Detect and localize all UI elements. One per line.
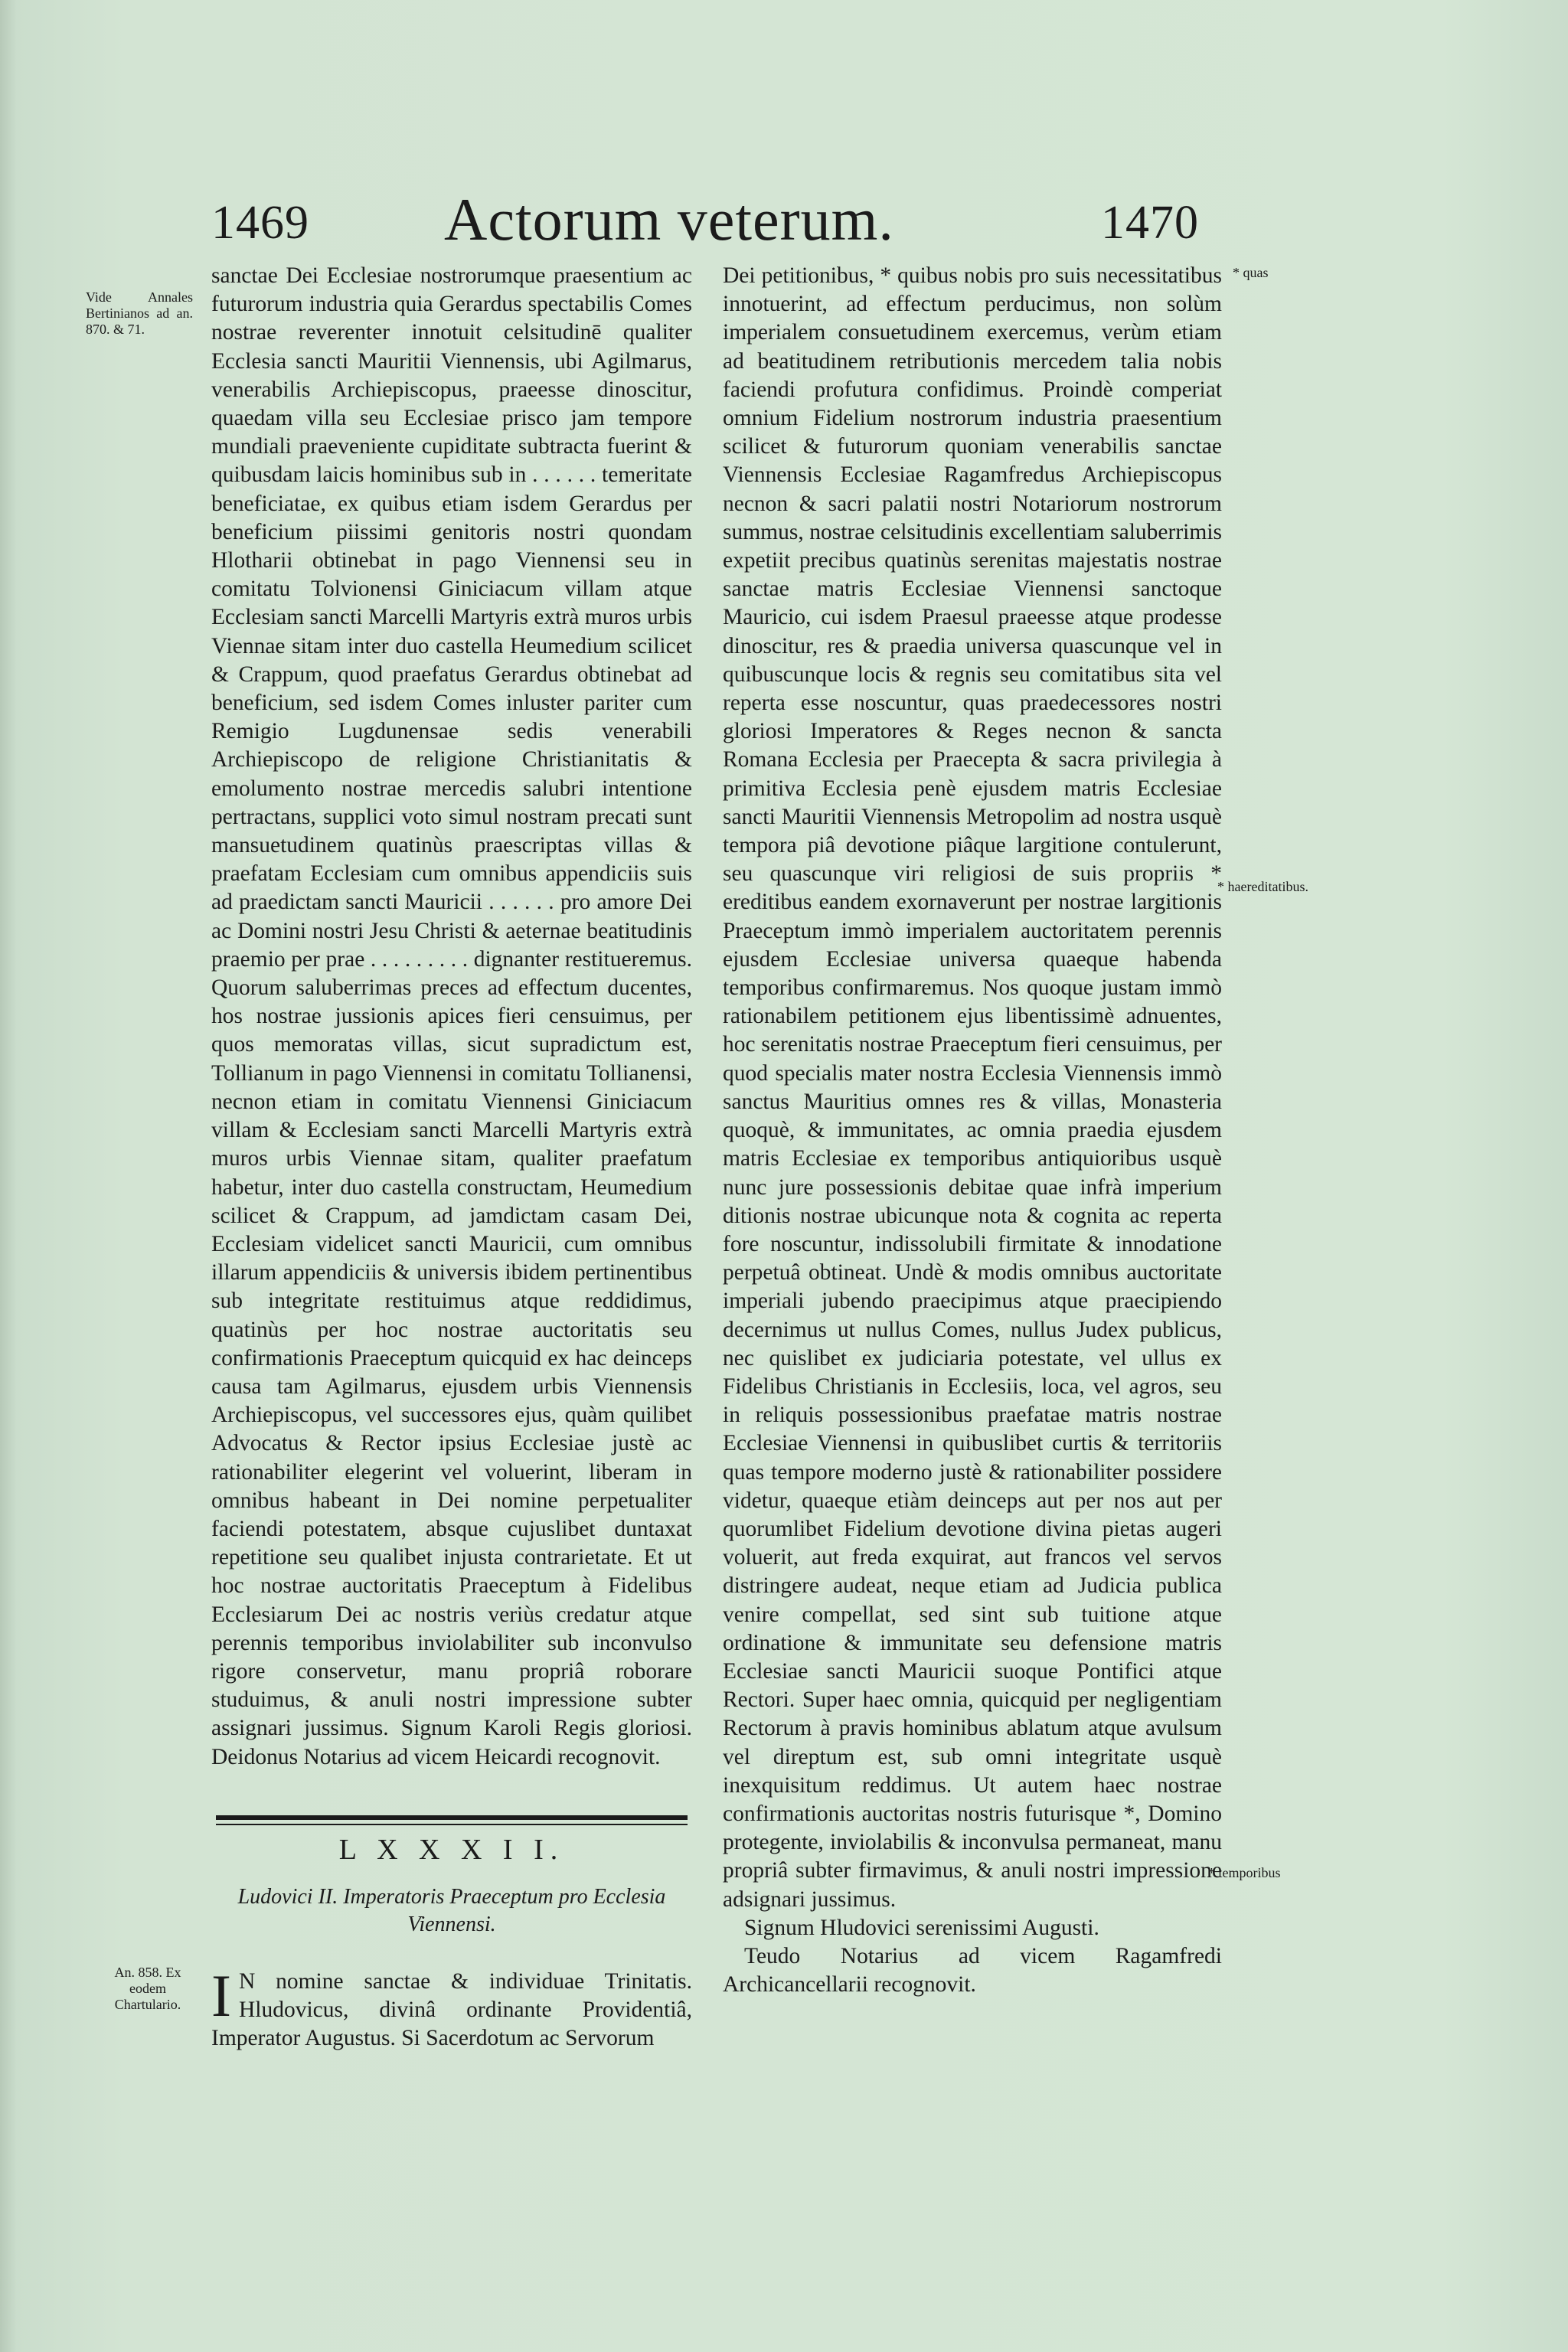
margin-note-quas: * quas [1233, 265, 1269, 280]
section-opening-text: N nomine sanctae & individuae Trinitatis. Hludovicus, divinâ ordinante Providentiâ, Imperator Augustus. Si Sacerdotum ac Servorum [211, 1969, 692, 2051]
left-page-number: 1469 [211, 197, 309, 249]
charter-body-karoli: sanctae Dei Ecclesiae nostrorumque praesentium ac futurorum industria quia Gerardus spectabilis Comes nostrae reverenter innotuit celsitudinē qualiter Ecclesia sancti Mauritii Viennensis, ubi Agilmarus, venerabilis Archiepiscopus, praeesse dinoscitur, quaedam villa seu Ecclesiae prisco jam tempore mundiali praeveniente cupiditate subtracta fuerint & quibusdam laicis hominibus sub in . . . . . . temeritate beneficiatae, ex quibus etiam isdem Gerardus per beneficium piissimi genitoris nostri quondam Hlotharii obtinebat in pago Viennensi seu in comitatu Tolvionensi Giniciacum villam atque Ecclesiam sancti Marcelli Martyris extrà muros urbis Viennae sitam inter duo castella Heumedium scilicet & Crappum, quod praefatus Gerardus obtinebat ad beneficium, sed isdem Comes inluster pariter cum Remigio Lugdunensae sedis venerabili Archiepiscopo de religione Christianitatis & emolumento nostrae mercedis salubri intentione pertractans, supplici voto simul nostram precati sunt mansuetudinem quatinùs praescriptas villas & praefatam Ecclesiam cum omnibus appendiciis suis ad praedictam sancti Mauricii . . . . . . pro amore Dei ac Domini nostri Jesu Christi & aeternae beatitudinis praemio per prae . . . . . . . . . dignanter restitueremus. Quorum saluberrimas preces ad effectum ducentes, hos nostrae jussionis apices fieri censuimus, per quos memoratas villas, sicut supradictum est, Tollianum in pago Viennensi in comitatu Tollianensi, necnon etiam in comitatu Viennensi Giniciacum villam & Ecclesiam sancti Marcelli Martyris extrà muros urbis Viennae sitam, qualiter praefatum habetur, inter duo castella constructam, Heumedium scilicet & Crappum, ad jamdictam casam Dei, Ecclesiam videlicet sancti Mauricii, cum omnibus illarum appendiciis & universis ibidem pertinentibus sub integritate restituimus atque reddidimus, quatinùs per hoc nostrae auctoritatis seu confirmationis Praeceptum quicquid ex hac deinceps causa tam Agilmarus, ejusdem urbis Viennensis Archiepiscopus, vel successores ejus, quàm quilibet Advocatus & Rector ipsius Ecclesiae justè ac rationabiliter elegerint vel voluerint, liberam in omnibus habeant in Dei nomine perpetualiter faciendi potestatem, absque cujuslibet duntaxat repetitione seu qualibet injusta contrarietate. Et ut hoc nostrae auctoritatis Praeceptum à Fidelibus Ecclesiarum Dei ac nostris veriùs credatur atque perennis temporibus inviolabiliter sub inconvulso rigore conservetur, manu propriâ roborare studuimus, & anuli nostri impressione subter assignari jussimus. Signum Karoli Regis gloriosi. Deidonus Notarius ad vicem Heicardi recognovit. [211, 263, 692, 1769]
recognition-line: Teudo Notarius ad vicem Ragamfredi Archicancellarii recognovit. [723, 1943, 1222, 1998]
margin-note-haereditatibus: * haereditatibus. [1217, 879, 1308, 894]
section-rule-thick [216, 1815, 688, 1820]
signum-line: Signum Hludovici serenissimi Augusti. [744, 1915, 1099, 1940]
right-column-text [723, 262, 1222, 1999]
margin-note-annales: Vide Annales Bertinianos ad an. 870. & 71. [86, 289, 193, 337]
margin-note-temporibus: * temporibus [1208, 1865, 1281, 1880]
margin-note-chartulario: An. 858. Ex eodem Chartulario. [114, 1965, 181, 2012]
charter-body-hludovici: Dei petitionibus, * quibus nobis pro suis necessitatibus innotuerint, ad effectum perducimus, non solùm imperialem consuetudinem exercemus, verùm etiam ad beatitudinem retributionis mercedem talia nobis faciendi profutura confidimus. Proindè comperiat omnium Fidelium nostrorum industria praesentium scilicet & futurorum quoniam venerabilis sanctae Viennensis Ecclesiae Ragamfredus Archiepiscopus necnon & sacri palatii nostri Notariorum nostrorum summus, nostrae celsitudinis excellentiam saluberrimis expetiit precibus quatinùs serenitas majestatis nostrae sanctae matris Ecclesiae Viennensi sanctoque Mauricio, cui isdem Praesul praeesse atque prodesse dinoscitur, res & praedia universa quascunque vel in quibuscunque locis & regnis seu comitatibus sita vel reperta esse noscuntur, quas praedecessores nostri gloriosi Imperatores & Reges necnon & sancta Romana Ecclesia per Praecepta & sacra privilegia à primitiva Ecclesia penè ejusdem matris Ecclesiae sancti Mauritii Viennensis Metropolim ad nostra usquè tempora piâ devotione piâque largitione contulerunt, seu quascunque viri religiosi de suis propriis * ereditibus eandem exornaverunt per nostrae largitionis Praeceptum immò imperialem auctoritatem perennis ejusdem Ecclesiae universa quaeque habenda temporibus confirmaremus. Nos quoque justam immò rationabilem petitionem ejus libentissimè adnuentes, hoc serenitatis nostrae Praeceptum fieri censuimus, per quod specialis mater nostra Ecclesia Viennensis immò sanctus Mauritius omnes res & villas, Monasteria quoquè, & immunitates, ac omnia praedia ejusdem matris Ecclesiae ex temporibus antiquioribus usquè nunc jure possessionis debitae quae infrà imperium ditionis nostrae ubicunque nota & cognita ac reperta fore noscuntur, indissolubili firmitate & innodatione perpetuâ obtineat. Undè & modis omnibus auctoritate imperiali jubendo praecipimus atque praecipiendo decernimus ut nullus Comes, nullus Judex publicus, nec quislibet ex judiciaria potestate, vel ullus ex Fidelibus Christianis in Ecclesiis, loca, vel agros, seu in reliquis possessionibus praefatae matris nostrae Ecclesiae Viennensi in quibuslibet curtis & territoriis quas tempore moderno justè & rationabiliter possidere videtur, quaeque etiàm deinceps aut per nos aut per quorumlibet Fidelium devotione divina pietas augeri voluerit, aut freda exquirat, aut francos vel servos distringere audeat, neque etiam ad Judicia publica venire compellat, sed sint sub tuitione atque ordinatione & immunitate seu defensione matris Ecclesiae sancti Mauricii suoque Pontifici atque Rectori. Super haec omnia, quicquid per negligentiam Rectorum à pravis hominibus ablatum atque avulsum vel direptum est, sub omni integritate usquè inexquisitum reddimus. Ut autem haec nostrae confirmationis auctoritas nostris futurisque *, Domino protegente, inviolabilis & inconvulsa permaneat, manu propriâ subter firmavimus, & anuli nostri impressione adsignari jussimus. [723, 263, 1222, 1912]
page-gutter-shadow [0, 0, 17, 2352]
section-title: Ludovici II. Imperatoris Praeceptum pro Ecclesia Viennensi. [237, 1885, 666, 1936]
section-number: L X X X I I. [338, 1834, 565, 1866]
left-column-text [211, 262, 692, 1772]
drop-cap-initial: I [211, 1962, 231, 2029]
right-page-number: 1470 [1101, 197, 1199, 249]
section-opening [211, 1962, 692, 2053]
running-title: Actorum veterum. [444, 186, 894, 253]
page-header [0, 186, 1568, 259]
section-rule-thin [216, 1824, 688, 1825]
